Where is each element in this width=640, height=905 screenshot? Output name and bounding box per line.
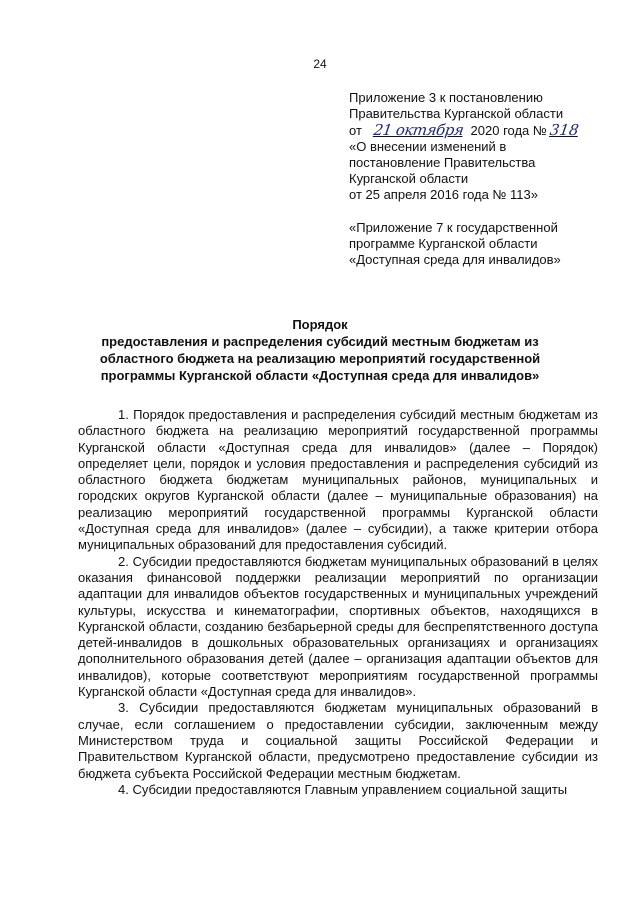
title-line: Порядок [292,317,348,332]
appendix-line: «Доступная среда для инвалидов» [349,252,561,267]
handwritten-date: 21 октября [371,121,465,139]
handwritten-number: 318 [549,121,581,139]
page-number: 24 [313,57,327,71]
appendix-line: «Приложение 7 к государственной [349,220,558,235]
title-line: предоставления и распределения субсидий местным бюджетам из [101,334,539,349]
appendix-date-line [349,122,619,139]
appendix-line: программе Курганской области [349,236,538,251]
date-suffix: 2020 года № [470,123,547,138]
title-line: областного бюджета на реализацию мероприятий государственной [99,351,541,366]
appendix-line: постановление Правительства [349,155,536,170]
spacer [349,203,619,220]
paragraph-1: 1. Порядок предоставления и распределения субсидий местным бюджетам из областного бюджета на реализацию мероприятий государственной программы Курганской области «Доступная среда для инвалидов» (далее – Порядок) определяет цели, порядок и условия предоставления и распределения субсидий из областного бюджета бюджетам муниципальных районов, муниципальных и городских округов Курганской области (далее – муниципальные образования) на реализацию мероприятий государственной программы Курганской области «Доступная среда для инвалидов» (далее – субсидии), а также критерии отбора муниципальных образований для предоставления субсидий. [78,407,598,553]
document-title [40,316,600,384]
paragraph-3: 3. Субсидии предоставляются бюджетам муниципальных образований в случае, если соглашением о предоставлении субсидии, заключенным между Министерством труда и социальной защиты Российской Федерации и Правительством Курганской области, предусмотрено предоставление субсидии из бюджета субъекта Российской Федерации местным бюджетам. [78,700,598,781]
document-body [78,407,598,798]
title-line: программы Курганской области «Доступная среда для инвалидов» [100,368,540,383]
date-prefix: от [349,123,362,138]
appendix-line: Курганской области [349,171,469,186]
appendix-line: от 25 апреля 2016 года № 113» [349,187,538,202]
appendix-line: Правительства Курганской области [349,106,564,121]
appendix-line: Приложение 3 к постановлению [349,90,543,105]
appendix-line: «О внесении изменений в [349,139,507,154]
paragraph-4: 4. Субсидии предоставляются Главным управлением социальной защиты [118,781,568,797]
appendix-block [349,90,619,268]
paragraph-2: 2. Субсидии предоставляются бюджетам муниципальных образований в целях оказания финансовой поддержки реализации мероприятий по организации адаптации для инвалидов объектов государственных и муниципальных учреждений культуры, искусства и кинематографии, спортивных объектов, находящихся в Курганской области, созданию безбарьерной среды для беспрепятственного доступа детей-инвалидов в дошкольных образовательных организациях и организациях дополнительного образования детей (далее – организация адаптации объектов для инвалидов), которые соответствуют мероприятиям государственной программы Курганской области «Доступная среда для инвалидов». [78,553,598,700]
